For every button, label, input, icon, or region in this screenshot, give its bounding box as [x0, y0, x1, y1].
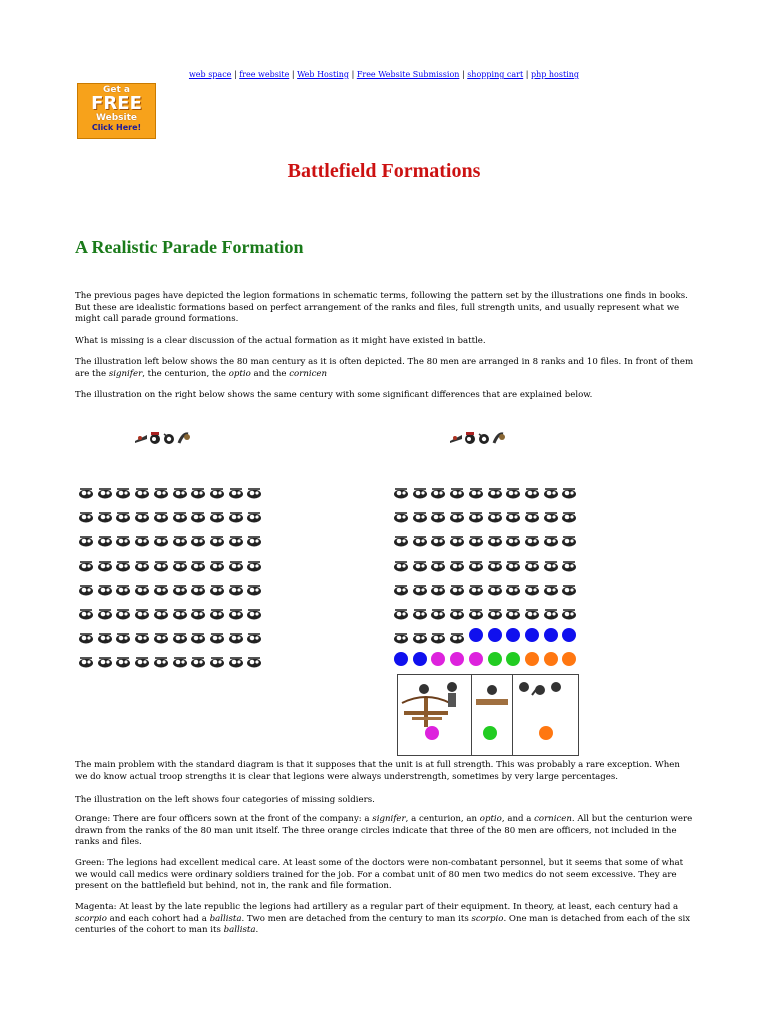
nav-separator: | [349, 70, 357, 79]
soldier-icon [412, 581, 428, 593]
text-span: Orange: There are four officers sown at the front of the company: a [75, 814, 373, 824]
green-marker [483, 726, 497, 740]
soldier-icon [524, 508, 540, 520]
soldier-icon [246, 508, 262, 520]
soldier-icon [97, 508, 113, 520]
colored-soldier-marker [525, 652, 539, 666]
soldier-icon [78, 532, 94, 544]
soldier-icon [209, 532, 225, 544]
soldier-icon [487, 557, 503, 569]
soldier-icon [430, 484, 446, 496]
soldier-icon [97, 605, 113, 617]
soldier-icon [524, 484, 540, 496]
officer-icon [176, 430, 190, 444]
term-scorpio: scorpio [471, 913, 504, 924]
paragraph-right-illustration: The illustration on the right below shows the same century with some significant differences that are explained below. [75, 390, 593, 400]
soldier-icon [190, 508, 206, 520]
soldier-icon [468, 532, 484, 544]
soldier-icon [246, 532, 262, 544]
soldier-icon [487, 508, 503, 520]
section-title: A Realistic Parade Formation [75, 237, 304, 257]
colored-soldier-marker [488, 628, 502, 642]
soldier-icon [209, 605, 225, 617]
soldier-icon [505, 557, 521, 569]
soldier-icon [153, 605, 169, 617]
term-ballista: ballista [209, 913, 242, 924]
detached-soldiers-box [397, 674, 579, 756]
soldier-icon [524, 605, 540, 617]
soldier-icon [449, 605, 465, 617]
soldier-icon [134, 629, 150, 641]
soldier-icon [153, 532, 169, 544]
nav-separator: | [289, 70, 298, 79]
soldier-icon [228, 557, 244, 569]
soldier-icon [134, 508, 150, 520]
paragraph-intro: The previous pages have depicted the legion formations in schematic terms, following the pattern set by the illustrations one finds in books. But these are idealistic formations based on perfect arrangement of the ranks and files, full strength units, and usually represent what we might call parade ground formations. [75, 291, 688, 325]
ad-line-1: Get a [103, 85, 130, 95]
soldier-icon [172, 605, 188, 617]
soldier-icon [172, 557, 188, 569]
soldier-icon [561, 508, 577, 520]
text-span: . All but the centurion were drawn from the ranks of the 80 man unit itself. The three orange circles indicate that three of the 80 men are officers, not included in the ranks and files. [75, 814, 693, 848]
soldier-icon [97, 532, 113, 544]
soldier-icon [153, 484, 169, 496]
detached-units-drawing [398, 675, 578, 755]
soldier-icon [246, 653, 262, 665]
soldier-icon [209, 581, 225, 593]
soldier-icon [393, 557, 409, 569]
soldier-icon [412, 532, 428, 544]
soldier-icon [172, 484, 188, 496]
soldier-icon [209, 484, 225, 496]
soldier-icon [134, 581, 150, 593]
soldier-icon [449, 581, 465, 593]
soldier-icon [543, 605, 559, 617]
soldier-icon [115, 581, 131, 593]
soldier-icon [468, 508, 484, 520]
text-span: , and a [501, 814, 535, 824]
officer-icon [148, 430, 162, 444]
soldier-icon [78, 484, 94, 496]
soldier-icon [505, 484, 521, 496]
soldier-icon [468, 605, 484, 617]
soldier-icon [393, 629, 409, 641]
soldier-icon [543, 484, 559, 496]
colored-soldier-marker [469, 652, 483, 666]
soldier-icon [246, 581, 262, 593]
term-optio: optio [479, 814, 502, 824]
term-signifer: signifer [372, 814, 406, 824]
soldier-icon [430, 532, 446, 544]
soldier-icon [487, 532, 503, 544]
nav-separator: | [231, 70, 240, 79]
term-cornicen: cornicen [289, 368, 328, 379]
soldier-icon [134, 484, 150, 496]
soldier-icon [505, 508, 521, 520]
soldier-icon [228, 532, 244, 544]
soldier-icon [524, 581, 540, 593]
soldier-icon [172, 508, 188, 520]
soldier-icon [246, 629, 262, 641]
text-span: The illustration left below shows the 80 man century as it is often depicted. The 80 men are arranged in 8 ranks and 10 files. In front of them are the [75, 357, 694, 379]
paragraph-green: Green: The legions had excellent medical care. At least some of the doctors were non-combatant personnel, but it seems that some of what we would call medics were ordinary soldiers trained for the job. For a combat unit of 80 men two medics do not seem excessive. They are present on the battlefield but behind, not in, the rank and file formation. [75, 858, 684, 892]
soldier-icon [153, 581, 169, 593]
page-title: Battlefield Formations [287, 160, 481, 182]
soldier-icon [543, 557, 559, 569]
paragraph-missing: What is missing is a clear discussion of the actual formation as it might have existed in battle. [75, 336, 486, 346]
soldier-icon [430, 581, 446, 593]
colored-soldier-marker [506, 628, 520, 642]
soldier-icon [115, 629, 131, 641]
term-optio: optio [228, 368, 251, 379]
colored-soldier-marker [394, 652, 408, 666]
top-link-bar [0, 70, 768, 80]
soldier-icon [115, 508, 131, 520]
soldier-icon [78, 629, 94, 641]
orange-marker [539, 726, 553, 740]
soldier-icon [487, 581, 503, 593]
nav-link[interactable]: web space [188, 70, 232, 79]
soldier-icon [78, 508, 94, 520]
text-span: . [255, 925, 259, 936]
officer-icon [134, 430, 148, 444]
colored-soldier-marker [431, 652, 445, 666]
soldier-icon [487, 605, 503, 617]
soldier-icon [190, 629, 206, 641]
soldier-icon [561, 605, 577, 617]
colored-soldier-marker [525, 628, 539, 642]
ad-line-3: Website [95, 113, 137, 123]
nav-link[interactable]: Free Website Submission [356, 70, 460, 79]
soldier-icon [78, 653, 94, 665]
soldier-icon [430, 508, 446, 520]
free-website-ad-banner[interactable] [77, 83, 156, 139]
soldier-icon [543, 508, 559, 520]
soldier-icon [153, 508, 169, 520]
officer-icon [463, 430, 477, 444]
soldier-icon [228, 508, 244, 520]
soldier-icon [430, 557, 446, 569]
term-signifer: signifer [108, 368, 143, 379]
colored-soldier-marker [562, 652, 576, 666]
soldier-icon [190, 557, 206, 569]
soldier-icon [412, 629, 428, 641]
soldier-icon [393, 605, 409, 617]
text-span: , a centurion, an [405, 814, 480, 824]
soldier-icon [543, 532, 559, 544]
soldier-icon [246, 484, 262, 496]
nav-separator: | [459, 70, 468, 79]
soldier-icon [97, 629, 113, 641]
text-span: and the [250, 368, 290, 379]
soldier-icon [393, 581, 409, 593]
soldier-icon [505, 605, 521, 617]
soldier-icon [97, 484, 113, 496]
soldier-icon [561, 532, 577, 544]
ad-line-2: FREE [91, 93, 142, 114]
text-span: , the centurion, the [142, 368, 229, 379]
soldier-icon [246, 557, 262, 569]
colored-soldier-marker [413, 652, 427, 666]
colored-soldier-marker [562, 628, 576, 642]
soldier-icon [78, 581, 94, 593]
term-ballista: ballista [223, 925, 256, 936]
soldier-icon [543, 581, 559, 593]
nav-separator: | [523, 70, 531, 79]
paragraph-categories: The illustration on the left shows four categories of missing soldiers. [75, 795, 375, 805]
officers-icon [519, 682, 561, 695]
officer-icon [491, 430, 505, 444]
soldier-icon [561, 557, 577, 569]
soldier-icon [412, 484, 428, 496]
soldier-icon [449, 629, 465, 641]
scorpio-icon [476, 685, 508, 705]
soldier-icon [153, 629, 169, 641]
soldier-icon [78, 605, 94, 617]
term-cornicen: cornicen [534, 814, 572, 824]
soldier-icon [134, 605, 150, 617]
colored-soldier-marker [488, 652, 502, 666]
nav-link[interactable]: Web Hosting [297, 70, 350, 79]
soldier-icon [412, 508, 428, 520]
soldier-icon [393, 484, 409, 496]
soldier-icon [468, 484, 484, 496]
soldier-icon [190, 532, 206, 544]
soldier-icon [115, 532, 131, 544]
colored-soldier-marker [544, 652, 558, 666]
soldier-icon [115, 605, 131, 617]
soldier-icon [487, 484, 503, 496]
soldier-icon [246, 605, 262, 617]
soldier-icon [228, 484, 244, 496]
nav-link[interactable]: free website [239, 70, 290, 79]
soldier-icon [209, 557, 225, 569]
ballista-icon [402, 697, 450, 727]
soldier-icon [393, 532, 409, 544]
soldier-icon [134, 557, 150, 569]
soldier-icon [449, 484, 465, 496]
nav-link[interactable]: shopping cart [467, 70, 524, 79]
soldier-icon [228, 653, 244, 665]
soldier-icon [505, 581, 521, 593]
soldier-icon [97, 653, 113, 665]
text-span: Magenta: At least by the late republic the legions had artillery as a regular part of their equipment. In theory, at least, each century had a [75, 902, 679, 912]
colored-soldier-marker [506, 652, 520, 666]
soldier-icon [172, 532, 188, 544]
soldier-icon [505, 532, 521, 544]
soldier-icon [524, 532, 540, 544]
soldier-icon [153, 653, 169, 665]
soldier-icon [561, 581, 577, 593]
colored-soldier-marker [544, 628, 558, 642]
soldier-icon [449, 532, 465, 544]
soldier-icon [228, 629, 244, 641]
officer-icon [449, 430, 463, 444]
soldier-icon [172, 653, 188, 665]
magenta-marker [425, 726, 439, 740]
soldier-icon [190, 605, 206, 617]
soldier-icon [468, 581, 484, 593]
soldier-icon [468, 557, 484, 569]
soldier-icon [524, 557, 540, 569]
soldier-icon [430, 629, 446, 641]
paragraph-left-illustration [75, 357, 695, 380]
soldier-icon [449, 557, 465, 569]
nav-link[interactable]: php hosting [530, 70, 580, 79]
colored-soldier-marker [469, 628, 483, 642]
text-span: . Two men are detached from the century to man its [241, 913, 472, 924]
soldier-icon [134, 532, 150, 544]
paragraph-orange [75, 814, 695, 849]
soldier-icon [78, 557, 94, 569]
soldier-icon [412, 605, 428, 617]
ad-line-4: Click Here! [91, 123, 142, 132]
soldier-icon [412, 557, 428, 569]
text-span: and each cohort had a [106, 913, 210, 924]
text-span: . One man is detached from each of the six centuries of the cohort to man its [75, 913, 691, 936]
soldier-icon [115, 653, 131, 665]
soldier-icon [209, 653, 225, 665]
soldier-icon [228, 581, 244, 593]
soldier-icon [115, 557, 131, 569]
soldier-icon [134, 653, 150, 665]
colored-soldier-marker [450, 652, 464, 666]
soldier-icon [209, 508, 225, 520]
paragraph-main-problem: The main problem with the standard diagram is that it supposes that the unit is at full strength. This was probably a rare exception. When we do know actual troop strengths it is clear that legions were always understrength, sometimes by very large percentages. [75, 760, 680, 782]
soldier-icon [153, 557, 169, 569]
soldier-icon [97, 557, 113, 569]
soldier-icon [190, 581, 206, 593]
soldier-icon [97, 581, 113, 593]
soldier-icon [190, 653, 206, 665]
soldier-icon [172, 581, 188, 593]
soldier-icon [561, 484, 577, 496]
soldier-icon [228, 605, 244, 617]
paragraph-magenta [75, 902, 695, 937]
soldier-icon [172, 629, 188, 641]
soldier-icon [430, 605, 446, 617]
soldier-icon [115, 484, 131, 496]
soldier-icon [190, 484, 206, 496]
officer-icon [477, 430, 491, 444]
soldier-icon [449, 508, 465, 520]
term-scorpio: scorpio [75, 913, 107, 924]
officer-icon [162, 430, 176, 444]
formation-illustration [75, 420, 583, 758]
soldier-icon [393, 508, 409, 520]
soldier-icon [209, 629, 225, 641]
